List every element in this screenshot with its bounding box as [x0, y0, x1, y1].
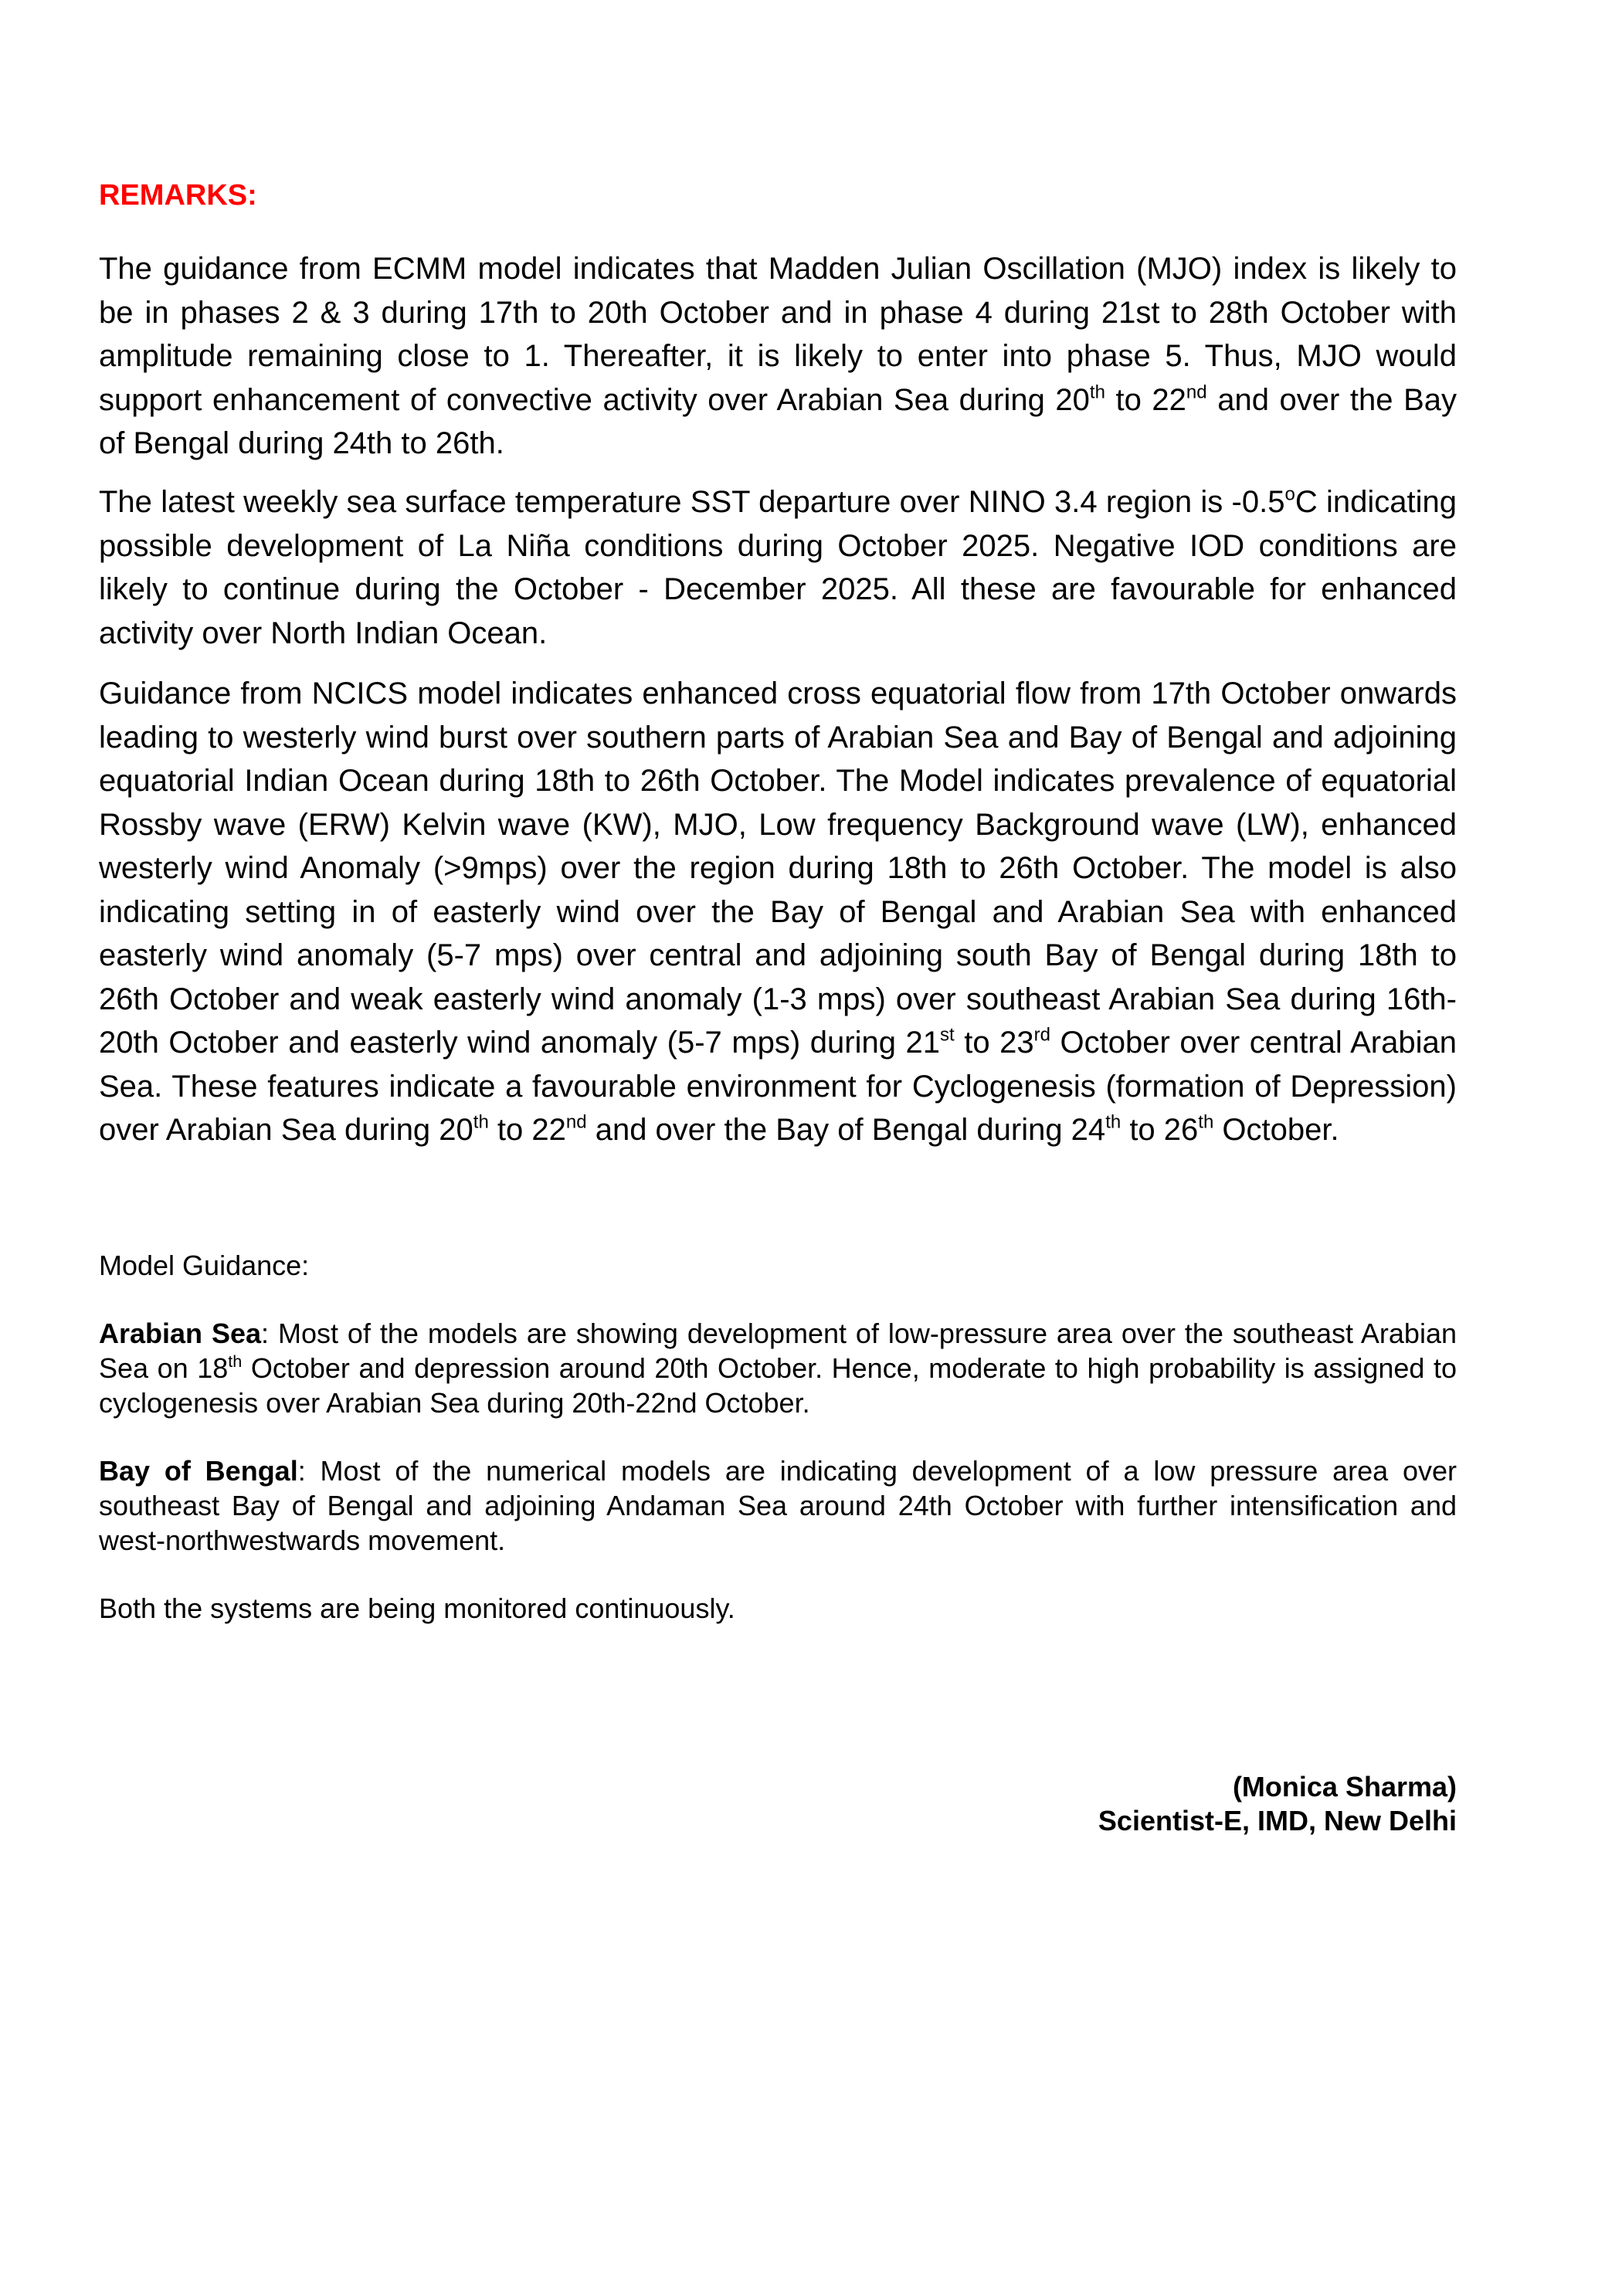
signature-block — [1098, 1770, 1457, 1838]
bay-of-bengal-label: Bay of Bengal — [99, 1455, 298, 1487]
signatory-title: Scientist-E, IMD, New Delhi — [1098, 1805, 1457, 1836]
text-run: and over the Bay of Bengal during 24th to 26th. — [99, 382, 1457, 460]
signatory-name: (Monica Sharma) — [1232, 1771, 1457, 1803]
text-run: to 23 — [954, 1026, 1034, 1060]
superscript: th — [1105, 1111, 1121, 1133]
text-run: to 22 — [1105, 382, 1186, 417]
superscript: nd — [1186, 381, 1207, 402]
text-run: and over the Bay of Bengal during 24 — [586, 1113, 1106, 1147]
text-run: C indicating possible development of La Niña conditions during October 2025. Negative IOD conditions are likely to continue during the October - December 2025. All these are favourable for enhanced activity over North Indian Ocean. — [99, 485, 1457, 650]
text-run: The guidance from ECMM model indicates that Madden Julian Oscillation (MJO) index is likely to be in phases 2 & 3 during 17th to 20th October and in phase 4 during 21st to 28th October with amplitude remaining close to 1. Thereafter, it is likely to enter into phase 5. Thus, MJO would support enhancement of convective activity over Arabian Sea during 20 — [99, 252, 1457, 417]
arabian-sea-paragraph — [99, 1316, 1457, 1420]
superscript: th — [228, 1351, 243, 1371]
arabian-sea-label: Arabian Sea — [99, 1318, 262, 1349]
model-guidance-title: Model Guidance: — [99, 1250, 310, 1281]
remarks-heading: REMARKS: — [99, 179, 257, 212]
superscript: th — [1089, 381, 1105, 402]
text-run: to 22 — [488, 1113, 566, 1147]
mjo-paragraph — [99, 247, 1457, 466]
sst-paragraph — [99, 480, 1457, 655]
degree-superscript: o — [1284, 483, 1295, 505]
superscript: th — [1198, 1111, 1214, 1133]
text-run: : Most of the numerical models are indicating development of a low pressure area over southeast Bay of Bengal and adjoining Andaman Sea around 24th October with further intensification and west-northwestwards movement. — [99, 1455, 1457, 1556]
ncics-paragraph — [99, 672, 1457, 1152]
text-run: to 26 — [1121, 1113, 1199, 1147]
superscript: st — [940, 1024, 955, 1046]
text-run: October and depression around 20th October. Hence, moderate to high probability is assigned to cyclogenesis over Arabian Sea during 20th-22nd October. — [99, 1352, 1457, 1419]
superscript: nd — [565, 1111, 587, 1133]
bay-of-bengal-paragraph — [99, 1453, 1457, 1558]
text-run: October. — [1213, 1113, 1339, 1147]
superscript: th — [473, 1111, 489, 1133]
text-run: Guidance from NCICS model indicates enhanced cross equatorial flow from 17th October onwards leading to westerly wind burst over southern parts of Arabian Sea and Bay of Bengal and adjoining equatorial Indian Ocean during 18th to 26th October. The Model indicates prevalence of equatorial Rossby wave (ERW) Kelvin wave (KW), MJO, Low frequency Background wave (LW), enhanced westerly wind Anomaly (>9mps) over the region during 18th to 26th October. The model is also indicating setting in of easterly wind over the Bay of Bengal and Arabian Sea with enhanced easterly wind anomaly (5-7 mps) over central and adjoining south Bay of Bengal during 18th to 26th October and weak easterly wind anomaly (1-3 mps) over southeast Arabian Sea during 16th-20th October and easterly wind anomaly (5-7 mps) during 21 — [99, 677, 1457, 1060]
closing-statement: Both the systems are being monitored continuously. — [99, 1592, 735, 1624]
text-run: The latest weekly sea surface temperature SST departure over NINO 3.4 region is -0.5 — [99, 485, 1285, 519]
text-run: October over central Arabian Sea. These features indicate a favourable environment for Cyclogenesis (formation of Depression) over Arabian Sea during 20 — [99, 1026, 1457, 1147]
text-run: : Most of the models are showing development of low-pressure area over the southeast Arabian Sea on 18 — [99, 1318, 1457, 1384]
superscript: rd — [1033, 1024, 1050, 1046]
